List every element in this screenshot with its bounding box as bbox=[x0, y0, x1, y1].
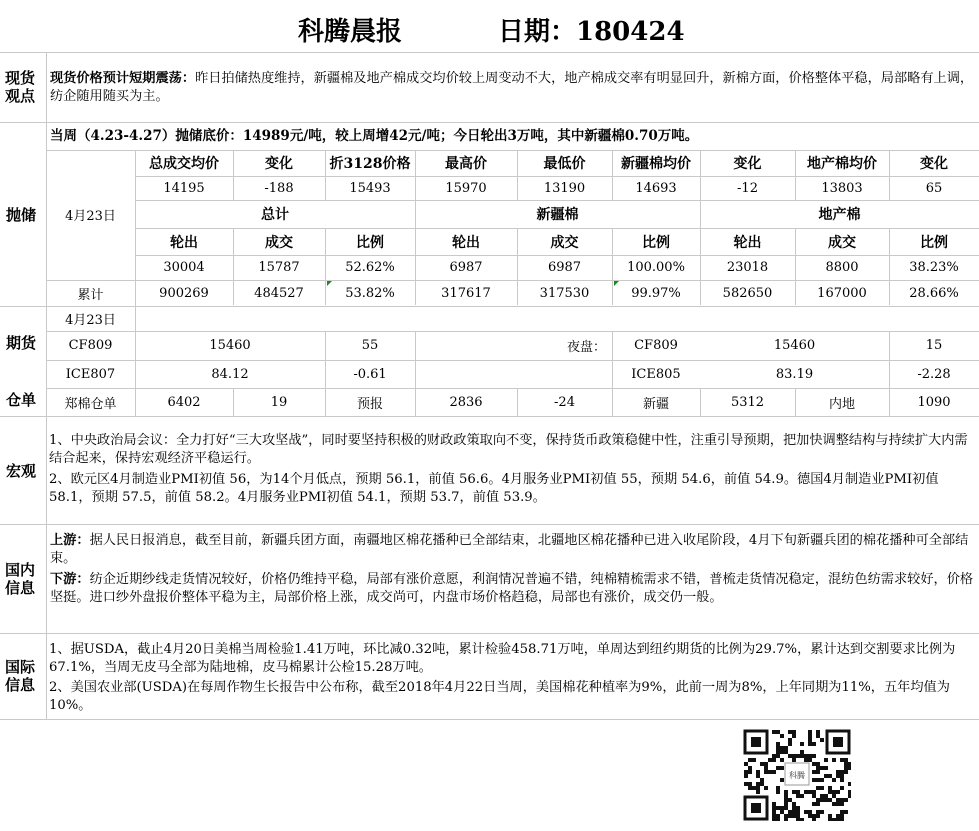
qr-module bbox=[808, 730, 812, 734]
qr-module bbox=[848, 790, 851, 794]
qr-module bbox=[832, 758, 836, 762]
upstream-label: 上游： bbox=[50, 533, 90, 548]
spot-lead: 现货价格预计短期震荡： bbox=[50, 71, 196, 86]
qr-module bbox=[800, 794, 804, 798]
price-value-7: 13803 bbox=[821, 180, 863, 196]
section-label-domestic: 国内 信息 bbox=[5, 561, 36, 597]
day-value-8: 38.23% bbox=[909, 260, 959, 275]
rule-top bbox=[0, 52, 979, 53]
inland-label: 内地 bbox=[828, 396, 855, 412]
qr-module bbox=[816, 802, 820, 806]
qr-module bbox=[752, 758, 756, 762]
qr-module bbox=[808, 814, 812, 818]
qr-module bbox=[776, 742, 780, 746]
comment-marker bbox=[327, 281, 332, 286]
qr-module bbox=[816, 810, 820, 814]
day-value-7: 8800 bbox=[825, 260, 859, 275]
sub-header-3: 轮出 bbox=[452, 234, 480, 251]
cum-value-2: 53.82% bbox=[345, 285, 395, 301]
qr-module bbox=[808, 734, 812, 738]
qr-module bbox=[808, 810, 812, 814]
qr-module bbox=[760, 782, 764, 786]
qr-module bbox=[792, 734, 796, 738]
qr-module bbox=[824, 798, 828, 802]
day-value-2: 52.62% bbox=[345, 260, 395, 275]
qr-module bbox=[776, 806, 780, 810]
qr-module bbox=[816, 786, 820, 790]
qr-module bbox=[804, 754, 808, 758]
qr-module bbox=[788, 742, 792, 746]
qr-module bbox=[780, 806, 784, 810]
intl-line-1: 1、据USDA，截止4月20日美棉当周检验1.41万吨，环比减0.32吨，累计检验458.71万吨，单周达到纽约期货的比例为29.7%，累计达到交割要求比例为67.1%，当周无皮马全部为陆地棉，皮马棉累计公检15.28万吨。 bbox=[49, 642, 956, 675]
qr-module bbox=[824, 766, 828, 770]
qr-center-logo: 科腾 bbox=[789, 771, 805, 780]
day-value-6: 23018 bbox=[726, 260, 769, 275]
auction-summary: 当周（4.23-4.27）抛储底价：14989元/吨，较上周增42元/吨；今日轮出3万吨，其中新疆棉0.70万吨。 bbox=[50, 128, 699, 144]
qr-module bbox=[772, 754, 776, 758]
qr-module bbox=[748, 766, 752, 770]
forecast-value: 2836 bbox=[449, 394, 483, 410]
qr-module bbox=[804, 758, 808, 762]
qr-module bbox=[776, 818, 780, 821]
downstream-label: 下游： bbox=[50, 572, 90, 587]
qr-module bbox=[828, 814, 832, 818]
sub-header-6: 轮出 bbox=[733, 234, 762, 251]
warehouse-label: 郑棉仓单 bbox=[64, 396, 117, 412]
qr-module bbox=[848, 766, 851, 770]
cum-value-1: 484527 bbox=[254, 285, 304, 301]
qr-module bbox=[796, 810, 800, 814]
auction-date: 4月23日 bbox=[65, 208, 116, 224]
xinjiang-value: 5312 bbox=[730, 394, 765, 410]
price-header-0: 总成交均价 bbox=[149, 156, 219, 172]
qr-module bbox=[744, 782, 748, 786]
qr-module bbox=[848, 762, 851, 766]
domestic-upstream bbox=[50, 532, 975, 567]
futures-date: 4月23日 bbox=[65, 313, 116, 328]
qr-module bbox=[772, 806, 776, 810]
macro-line-2: 2、欧元区4月制造业PMI初值 56，为14个月低点，预期 56.1，前值 56.6。4月服务业PMI初值 55，预期 54.6，前值 54.9。德国4月制造业PMI初值 58.1，预期 57.5，前值 58.2。4月服务业PMI初值 54.1，预期 53.7，前值 53.9。 bbox=[49, 472, 939, 505]
qr-module bbox=[844, 770, 848, 774]
day-value-0: 30004 bbox=[163, 260, 205, 275]
price-value-0: 14195 bbox=[163, 180, 205, 196]
qr-module bbox=[780, 758, 784, 762]
qr-module bbox=[812, 754, 816, 758]
qr-module bbox=[792, 790, 796, 794]
forecast-label: 预报 bbox=[356, 396, 383, 412]
day-value-5: 100.00% bbox=[627, 260, 685, 275]
qr-module bbox=[812, 742, 816, 746]
qr-module bbox=[776, 814, 780, 818]
qr-module bbox=[760, 762, 764, 766]
qr-module bbox=[816, 762, 820, 766]
qr-module bbox=[796, 794, 800, 798]
qr-module bbox=[784, 814, 788, 818]
comment-marker bbox=[614, 281, 619, 286]
qr-module bbox=[820, 778, 824, 782]
qr-module bbox=[812, 770, 816, 774]
qr-module bbox=[844, 810, 848, 814]
qr-module bbox=[820, 810, 824, 814]
qr-module bbox=[812, 762, 816, 766]
price-header-5: 新疆棉均价 bbox=[621, 156, 691, 172]
qr-module bbox=[780, 750, 784, 754]
macro-line-1: 1、中央政治局会议：全力打好“三大攻坚战”，同时要坚持积极的财政政策取向不变，保持货币政策稳健中性，注重引导预期，把加快调整结构与持续扩大内需结合起来，保持宏观经济平稳运行。 bbox=[49, 433, 968, 466]
sub-header-8: 比例 bbox=[920, 234, 948, 251]
qr-module bbox=[748, 758, 752, 762]
ice1-price: 84.12 bbox=[211, 366, 249, 382]
downstream-text: 纺企近期纱线走货情况较好，价格仍维持平稳，局部有涨价意愿，利润情况普遍不错，纯棉精梳需求不错，普梳走货情况稳定，混纺色纺需求较好，价格坚挺。进口纱外盘报价整体平稳为主，局部价格上涨，成交尚可，内盘市场价格趋稳，局部也有涨价，成交仍一般。 bbox=[50, 572, 974, 605]
qr-module bbox=[820, 794, 824, 798]
price-value-4: 13190 bbox=[543, 180, 586, 196]
qr-module bbox=[792, 802, 796, 806]
qr-module bbox=[836, 802, 840, 806]
qr-module bbox=[840, 774, 844, 778]
domestic-downstream bbox=[50, 571, 975, 606]
qr-module bbox=[828, 798, 832, 802]
cum-value-6: 582650 bbox=[722, 285, 773, 301]
qr-module bbox=[820, 786, 824, 790]
ice1-code: ICE807 bbox=[65, 366, 116, 382]
qr-module bbox=[756, 774, 760, 778]
qr-module bbox=[836, 818, 840, 821]
qr-module bbox=[800, 818, 804, 821]
qr-module bbox=[772, 730, 776, 734]
night-label: 夜盘： bbox=[566, 340, 606, 355]
qr-module bbox=[816, 770, 820, 774]
qr-module bbox=[788, 798, 792, 802]
qr-module bbox=[764, 770, 768, 774]
qr-module bbox=[772, 818, 776, 821]
qr-module bbox=[816, 778, 820, 782]
qr-module bbox=[784, 790, 788, 794]
ice2-code: ICE805 bbox=[631, 366, 681, 382]
qr-module bbox=[844, 758, 848, 762]
qr-module bbox=[780, 746, 784, 750]
cum-value-4: 317530 bbox=[539, 285, 590, 301]
qr-module bbox=[784, 750, 788, 754]
qr-module bbox=[832, 802, 836, 806]
qr-module bbox=[772, 758, 776, 762]
qr-module bbox=[800, 750, 804, 754]
qr-module bbox=[848, 782, 851, 786]
price-value-3: 15970 bbox=[445, 180, 487, 196]
qr-module bbox=[800, 754, 804, 758]
qr-module bbox=[832, 794, 836, 798]
qr-module bbox=[796, 806, 800, 810]
qr-module bbox=[840, 770, 844, 774]
day-value-4: 6987 bbox=[547, 260, 582, 275]
cum-value-5: 99.97% bbox=[631, 285, 681, 301]
cf-price: 15460 bbox=[209, 338, 251, 353]
report-brand: 科腾晨报 bbox=[298, 17, 403, 47]
qr-module bbox=[776, 790, 780, 794]
inland-value: 1090 bbox=[917, 394, 951, 410]
qr-module bbox=[784, 802, 788, 806]
qr-module bbox=[816, 814, 820, 818]
price-header-8: 变化 bbox=[920, 156, 948, 172]
qr-module bbox=[792, 758, 796, 762]
qr-module bbox=[812, 778, 816, 782]
qr-module bbox=[776, 750, 780, 754]
rule-intl bbox=[0, 719, 979, 720]
price-value-5: 14693 bbox=[635, 180, 677, 196]
group-header-1: 新疆棉 bbox=[536, 207, 579, 223]
qr-module bbox=[776, 730, 780, 734]
qr-module bbox=[828, 774, 832, 778]
qr-module bbox=[816, 730, 820, 734]
warehouse-change: 19 bbox=[270, 394, 288, 410]
qr-module bbox=[840, 778, 844, 782]
price-header-3: 最高价 bbox=[445, 156, 487, 172]
qr-module bbox=[772, 802, 776, 806]
qr-module bbox=[744, 774, 748, 778]
rule-auction-end bbox=[0, 306, 979, 307]
qr-module bbox=[840, 810, 844, 814]
section-label-futures: 期货 bbox=[6, 334, 37, 352]
price-value-8: 65 bbox=[925, 180, 943, 196]
qr-module bbox=[836, 798, 840, 802]
qr-module bbox=[812, 790, 816, 794]
qr-module bbox=[768, 758, 772, 762]
price-header-7: 地产棉均价 bbox=[807, 156, 877, 172]
qr-module bbox=[828, 786, 832, 790]
qr-module bbox=[748, 782, 752, 786]
sub-header-1: 成交 bbox=[265, 234, 293, 251]
qr-module bbox=[836, 770, 840, 774]
qr-module bbox=[748, 786, 752, 790]
qr-module bbox=[744, 762, 748, 766]
qr-code-image bbox=[743, 729, 851, 821]
qr-module bbox=[772, 810, 776, 814]
qr-module bbox=[780, 778, 784, 782]
qr-module bbox=[824, 774, 828, 778]
qr-module bbox=[832, 778, 836, 782]
warehouse-value: 6402 bbox=[167, 394, 201, 410]
qr-module bbox=[840, 814, 844, 818]
qr-module bbox=[756, 770, 760, 774]
qr-module bbox=[816, 734, 820, 738]
qr-module bbox=[844, 762, 848, 766]
qr-module bbox=[788, 754, 792, 758]
qr-module bbox=[796, 814, 800, 818]
qr-module bbox=[816, 766, 820, 770]
qr-module bbox=[792, 806, 796, 810]
spot-text: 昨日拍储热度维持，新疆棉及地产棉成交均价较上周变动不大，地产棉成交率有明显回升，新棉方面，价格整体平稳，局部略有上调，纺企随用随买为主。 bbox=[50, 71, 974, 104]
qr-module bbox=[792, 754, 796, 758]
qr-module bbox=[812, 794, 816, 798]
qr-module bbox=[844, 798, 848, 802]
price-value-6: -12 bbox=[737, 180, 758, 196]
qr-module bbox=[784, 794, 788, 798]
qr-module bbox=[764, 766, 768, 770]
price-value-1: -188 bbox=[264, 180, 294, 196]
qr-module bbox=[788, 730, 792, 734]
qr-module bbox=[756, 782, 760, 786]
sub-header-2: 比例 bbox=[356, 234, 384, 251]
night-change: 15 bbox=[925, 338, 943, 353]
qr-module bbox=[808, 742, 812, 746]
group-header-2: 地产棉 bbox=[818, 207, 861, 223]
sub-header-7: 成交 bbox=[828, 234, 856, 251]
price-value-2: 15493 bbox=[349, 180, 391, 196]
price-header-2: 折3128价格 bbox=[329, 156, 411, 172]
qr-module bbox=[780, 766, 784, 770]
night-price: 15460 bbox=[773, 338, 816, 353]
qr-module bbox=[808, 738, 812, 742]
qr-module bbox=[836, 774, 840, 778]
qr-module bbox=[796, 754, 800, 758]
qr-module bbox=[780, 810, 784, 814]
price-header-6: 变化 bbox=[733, 156, 762, 172]
qr-module bbox=[776, 754, 780, 758]
qr-module bbox=[812, 818, 816, 821]
qr-module bbox=[804, 810, 808, 814]
qr-module bbox=[788, 810, 792, 814]
qr-module bbox=[812, 814, 816, 818]
section-label-international: 国际 信息 bbox=[5, 658, 36, 694]
xinjiang-label: 新疆 bbox=[642, 396, 669, 412]
qr-module bbox=[792, 814, 796, 818]
qr-module bbox=[760, 778, 764, 782]
qr-module bbox=[756, 786, 760, 790]
qr-module bbox=[820, 738, 824, 742]
qr-module bbox=[780, 734, 784, 738]
qr-module bbox=[828, 818, 832, 821]
qr-module bbox=[820, 798, 824, 802]
qr-module bbox=[752, 786, 756, 790]
qr-module bbox=[812, 802, 816, 806]
qr-module bbox=[788, 738, 792, 742]
section-label-macro: 宏观 bbox=[6, 462, 37, 480]
qr-module bbox=[784, 798, 788, 802]
night-code: CF809 bbox=[634, 338, 678, 353]
rule-domestic bbox=[0, 633, 979, 634]
qr-module bbox=[808, 790, 812, 794]
day-value-3: 6987 bbox=[449, 260, 483, 275]
qr-module bbox=[840, 818, 844, 821]
qr-module bbox=[776, 746, 780, 750]
rule-warehouse bbox=[0, 416, 979, 417]
report-date: 日期：180424 bbox=[498, 17, 685, 47]
qr-module bbox=[840, 798, 844, 802]
qr-module bbox=[832, 790, 836, 794]
cum-value-8: 28.66% bbox=[909, 285, 959, 301]
section-label-warehouse: 仓单 bbox=[6, 391, 37, 409]
price-header-4: 最低价 bbox=[543, 156, 586, 172]
qr-module bbox=[772, 770, 776, 774]
rule-macro bbox=[0, 524, 979, 525]
cf-change: 55 bbox=[361, 338, 379, 353]
qr-module bbox=[848, 794, 851, 798]
sub-header-0: 轮出 bbox=[170, 234, 198, 251]
qr-module bbox=[820, 766, 824, 770]
qr-module bbox=[840, 802, 844, 806]
sub-header-4: 成交 bbox=[550, 234, 579, 251]
cum-value-3: 317617 bbox=[441, 285, 491, 301]
qr-module bbox=[844, 766, 848, 770]
qr-module bbox=[832, 818, 836, 821]
cf-code: CF809 bbox=[68, 338, 113, 353]
forecast-change: -24 bbox=[554, 394, 575, 410]
qr-module bbox=[824, 758, 828, 762]
qr-module bbox=[776, 786, 780, 790]
qr-module bbox=[796, 790, 800, 794]
price-header-1: 变化 bbox=[265, 156, 293, 172]
qr-module bbox=[748, 770, 752, 774]
qr-module bbox=[784, 806, 788, 810]
qr-module bbox=[744, 770, 748, 774]
rule-spot bbox=[0, 122, 979, 123]
qr-module bbox=[824, 794, 828, 798]
qr-module bbox=[772, 814, 776, 818]
qr-module bbox=[756, 790, 760, 794]
qr-module bbox=[828, 790, 832, 794]
qr-module bbox=[764, 786, 768, 790]
qr-module bbox=[776, 766, 780, 770]
qr-module bbox=[808, 758, 812, 762]
section-label-spot: 现货 观点 bbox=[5, 69, 36, 105]
upstream-text: 据人民日报消息，截至目前，新疆兵团方面，南疆地区棉花播种已全部结束，北疆地区棉花播种已进入收尾阶段，4月下旬新疆兵团的棉花播种可全部结束。 bbox=[50, 533, 969, 566]
qr-module bbox=[788, 814, 792, 818]
section-label-auction: 抛储 bbox=[6, 206, 37, 224]
sub-header-5: 比例 bbox=[642, 234, 670, 251]
qr-module bbox=[816, 798, 820, 802]
qr-module bbox=[836, 814, 840, 818]
auction-cum-label: 累计 bbox=[77, 287, 104, 303]
qr-module bbox=[792, 730, 796, 734]
qr-module bbox=[840, 758, 844, 762]
qr-module bbox=[800, 742, 804, 746]
intl-line-2: 2、美国农业部(USDA)在每周作物生长报告中公布称，截至2018年4月22日当周，美国棉花种植率为9%，此前一周为8%，上年同期为11%，五年均值为10%。 bbox=[49, 680, 950, 713]
qr-module bbox=[784, 818, 788, 821]
group-header-0: 总计 bbox=[261, 207, 289, 223]
qr-module bbox=[808, 754, 812, 758]
ice2-price: 83.19 bbox=[775, 366, 814, 382]
qr-module bbox=[784, 746, 788, 750]
spot-paragraph bbox=[50, 70, 975, 105]
qr-module bbox=[764, 762, 768, 766]
qr-module bbox=[836, 790, 840, 794]
cum-value-0: 900269 bbox=[159, 285, 209, 301]
qr-module bbox=[840, 786, 844, 790]
ice1-change: -0.61 bbox=[353, 366, 387, 382]
qr-module bbox=[796, 818, 800, 821]
cum-value-7: 167000 bbox=[817, 285, 867, 301]
ice2-change: -2.28 bbox=[917, 366, 951, 382]
qr-module bbox=[792, 810, 796, 814]
qr-module bbox=[768, 770, 772, 774]
qr-module bbox=[804, 790, 808, 794]
day-value-1: 15787 bbox=[258, 260, 300, 275]
